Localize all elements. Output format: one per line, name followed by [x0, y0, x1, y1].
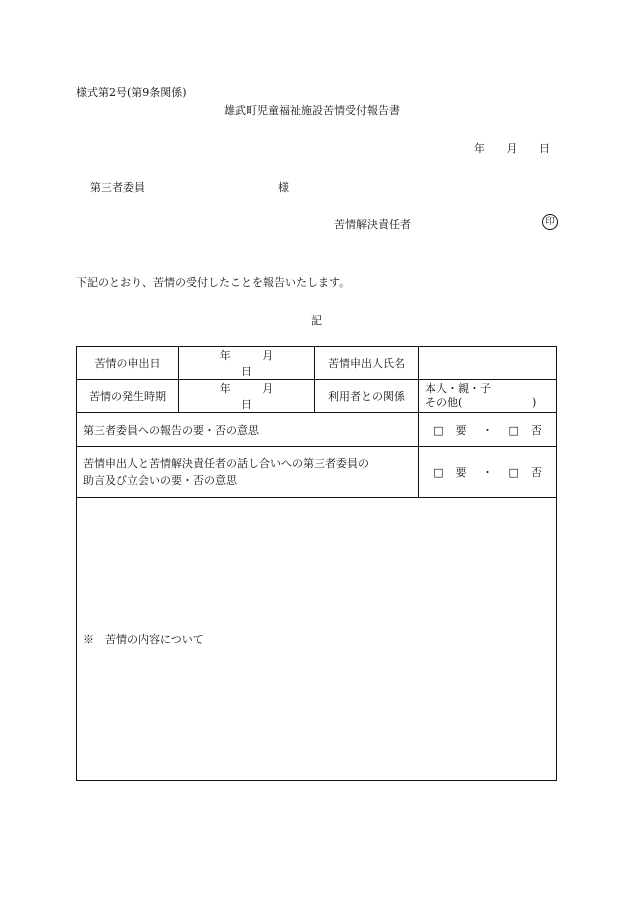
form-number: 様式第2号(第9条関係) — [76, 86, 187, 99]
no-label: 否 — [530, 466, 542, 479]
table-row — [77, 413, 557, 447]
occurrence-date-label: 苦情の発生時期 — [77, 380, 179, 413]
date-year: 年 — [219, 349, 231, 362]
responsible-person: 苦情解決責任者 — [334, 218, 411, 231]
report-necessity-label: 第三者委員への報告の要・否の意思 — [77, 413, 419, 447]
separator: ・ — [482, 423, 493, 437]
table-row — [77, 447, 557, 498]
addressee: 第三者委員 — [90, 181, 145, 194]
date-day: 日 — [241, 365, 252, 378]
separator: ・ — [482, 466, 493, 479]
intro-text: 下記のとおり、苦情の受付したことを報告いたします。 — [76, 276, 351, 289]
table-row — [77, 498, 557, 781]
relationship-field[interactable] — [419, 380, 557, 413]
ki-heading: 記 — [311, 314, 322, 327]
filing-date-field[interactable] — [179, 347, 315, 380]
complaint-content-label: ※ 苦情の内容について — [83, 633, 204, 646]
seal-icon: 印 — [542, 214, 558, 230]
table-row — [77, 347, 557, 380]
no-label: 否 — [530, 423, 542, 437]
checkbox-no[interactable]: □ — [508, 466, 519, 479]
relationship-other: その他( ) — [425, 396, 537, 409]
relationship-options: 本人・親・子 — [425, 382, 491, 395]
filing-date-label: 苦情の申出日 — [77, 347, 179, 380]
complaint-form-table — [76, 346, 557, 781]
complainant-name-field[interactable] — [419, 347, 557, 380]
occurrence-date-field[interactable] — [179, 380, 315, 413]
complainant-name-label: 苦情申出人氏名 — [315, 347, 419, 380]
date-month: 月 — [262, 382, 274, 395]
report-date — [474, 140, 550, 156]
checkbox-no[interactable]: □ — [508, 423, 519, 437]
checkbox-yes[interactable]: □ — [433, 423, 444, 437]
report-necessity-choice — [419, 413, 557, 447]
date-day: 日 — [241, 398, 252, 411]
checkbox-yes[interactable]: □ — [433, 466, 444, 479]
date-month: 月 — [262, 349, 274, 362]
date-day: 日 — [539, 142, 550, 155]
document-title: 雄武町児童福祉施設苦情受付報告書 — [224, 104, 400, 117]
honorific: 様 — [278, 181, 289, 194]
table-row — [77, 380, 557, 413]
date-year: 年 — [474, 142, 485, 155]
complaint-content-field[interactable] — [77, 498, 557, 781]
advice-necessity-choice — [419, 447, 557, 498]
advice-necessity-label: 苦情申出人と苦情解決責任者の話し合いへの第三者委員の 助言及び立会いの要・否の意思 — [77, 447, 419, 498]
date-year: 年 — [219, 382, 231, 395]
yes-label: 要 — [455, 466, 467, 479]
relationship-label: 利用者との関係 — [315, 380, 419, 413]
date-month: 月 — [506, 142, 518, 155]
yes-label: 要 — [455, 423, 467, 437]
